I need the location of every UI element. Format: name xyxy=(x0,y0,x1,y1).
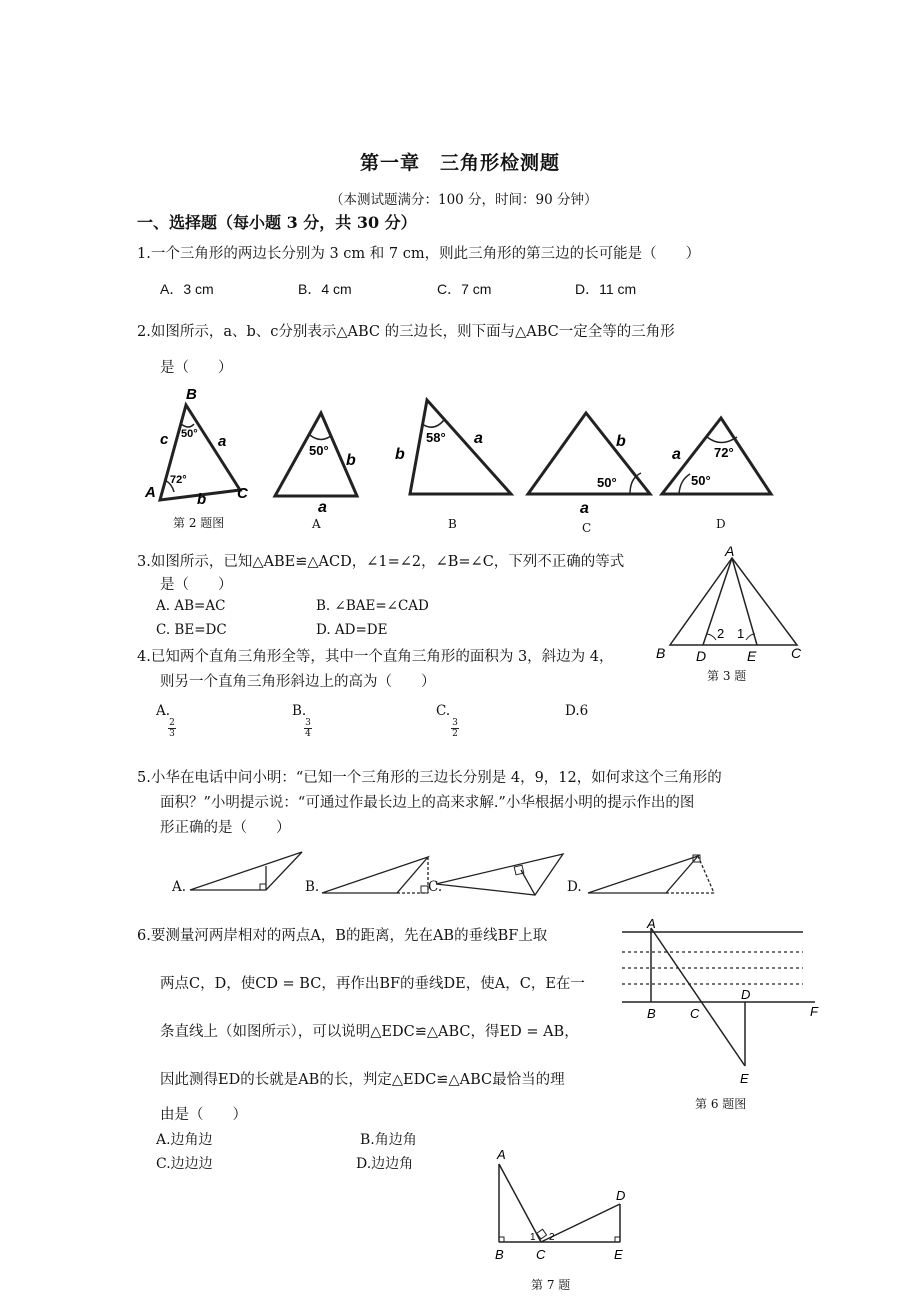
q2-label-d: D xyxy=(716,517,726,531)
q6-stem-5: 由是（ ） xyxy=(160,1107,247,1123)
q3-option-a: A. AB=AC xyxy=(156,598,226,614)
q4-option-d: D.6 xyxy=(565,703,589,719)
q6-stem-3: 条直线上（如图所示），可以说明△EDC≌△ABC，得ED = AB， xyxy=(160,1024,579,1040)
q2-a-side-a: a xyxy=(318,499,327,516)
q3-stem-2: 是（ ） xyxy=(160,577,233,593)
q2-d-side-a: a xyxy=(672,446,681,463)
q5-stem: 5.小华在电话中问小明：“已知一个三角形的三边长分别是 4，9，12，如何求这个三角形的 xyxy=(137,770,722,786)
q6-label-b: B xyxy=(647,1006,656,1021)
q1-option-a: A．3 cm xyxy=(160,281,214,297)
q2-main-side-b: b xyxy=(197,491,207,508)
q2-b-side-a: a xyxy=(474,430,483,447)
q2-main-angle-2: 72° xyxy=(170,474,187,486)
q4-option-a-label: A. xyxy=(156,703,171,719)
q3-option-c: C. BE=DC xyxy=(156,622,227,638)
q1-option-c: C．7 cm xyxy=(437,281,492,297)
q7-label-2: 2 xyxy=(549,1232,555,1243)
q6-caption: 第 6 题图 xyxy=(695,1097,747,1111)
q2-c-side-a: a xyxy=(580,500,589,517)
q4-option-a-fraction: 2 3 xyxy=(169,718,175,739)
q6-stem-2: 两点C，D，使CD = BC，再作出BF的垂线DE，使A，C，E在一 xyxy=(160,976,585,992)
q3-label-b: B xyxy=(656,645,666,661)
q3-label-1: 1 xyxy=(737,626,745,641)
q3-label-a: A xyxy=(725,543,735,559)
q1-option-b: B．4 cm xyxy=(298,281,352,297)
q7-label-b: B xyxy=(495,1247,504,1262)
q4-option-c-label: C. xyxy=(436,703,451,719)
section-heading: 一、选择题（每小题 3 分，共 30 分） xyxy=(137,213,417,232)
q2-main-label-b: B xyxy=(186,386,197,403)
q3-option-d: D. AD=DE xyxy=(316,622,388,638)
page-title: 第一章 三角形检测题 xyxy=(359,152,560,174)
q7-line-ac xyxy=(499,1164,541,1242)
q2-main-side-a: a xyxy=(218,433,227,450)
q6-label-d: D xyxy=(741,987,751,1002)
q7-label-c: C xyxy=(536,1247,546,1262)
q2-a-angle: 50° xyxy=(309,443,329,458)
q4-stem-2: 则另一个直角三角形斜边上的高为（ ） xyxy=(160,674,436,690)
q6-option-b: B.角边角 xyxy=(360,1132,417,1148)
q5-label-d: D. xyxy=(567,879,582,895)
q6-label-e: E xyxy=(740,1071,749,1086)
q2-c-angle: 50° xyxy=(597,475,617,490)
q5-stem-2: 面积？”小明提示说：“可通过作最长边上的高来求解.”小华根据小明的提示作出的图 xyxy=(160,795,695,811)
q3-caption: 第 3 题 xyxy=(707,669,747,683)
q2-caption: 第 2 题图 xyxy=(173,516,225,530)
q2-label-c: C xyxy=(582,521,592,535)
q7-label-a: A xyxy=(497,1147,506,1162)
q6-stem: 6.要测量河两岸相对的两点A，B的距离，先在AB的垂线BF上取 xyxy=(137,928,548,944)
q2-stem: 2.如图所示，a、b、c分别表示△ABC 的三边长，则下面与△ABC一定全等的三角形 xyxy=(137,324,675,340)
q5-stem-3: 形正确的是（ ） xyxy=(160,820,291,836)
q6-stem-4: 因此测得ED的长就是AB的长，判定△EDC≌△ABC最恰当的理 xyxy=(160,1072,565,1088)
q3-label-c: C xyxy=(791,645,802,661)
q4-option-c-fraction: 3 2 xyxy=(452,718,458,739)
test-info: （本测试题满分：100 分，时间：90 分钟） xyxy=(330,192,598,208)
q2-stem-2: 是（ ） xyxy=(160,360,233,376)
q6-label-c: C xyxy=(690,1006,700,1021)
q4-stem: 4.已知两个直角三角形全等，其中一个直角三角形的面积为 3，斜边为 4， xyxy=(137,649,614,665)
q1-option-d: D．11 cm xyxy=(575,281,637,297)
q2-b-side-b: b xyxy=(395,446,405,463)
q7-label-1: 1 xyxy=(530,1232,536,1243)
q6-label-f: F xyxy=(810,1004,818,1019)
q2-d-angle-2: 50° xyxy=(691,473,711,488)
q2-d-angle-1: 72° xyxy=(714,445,734,460)
q5-label-b: B. xyxy=(305,879,320,895)
q2-c-side-b: b xyxy=(616,433,626,450)
q6-label-a: A xyxy=(647,916,656,931)
q2-label-b: B xyxy=(448,517,457,531)
q2-main-angle-1: 50° xyxy=(181,428,198,440)
q6-option-d: D.边边角 xyxy=(356,1156,414,1172)
q2-label-a: A xyxy=(312,517,321,531)
q5-label-c: C. xyxy=(428,879,443,895)
q1-stem: 1.一个三角形的两边长分别为 3 cm 和 7 cm，则此三角形的第三边的长可能是（ ） xyxy=(137,246,701,262)
q2-a-side-b: b xyxy=(346,452,356,469)
q7-label-e: E xyxy=(614,1247,623,1262)
q4-option-b-label: B. xyxy=(292,703,307,719)
q6-option-c: C.边边边 xyxy=(156,1156,213,1172)
q7-caption: 第 7 题 xyxy=(531,1278,571,1292)
q3-stem: 3.如图所示，已知△ABE≌△ACD，∠1=∠2，∠B=∠C，下列不正确的等式 xyxy=(137,554,625,570)
q3-label-2: 2 xyxy=(717,626,725,641)
q7-label-d: D xyxy=(616,1188,626,1203)
q4-option-b-fraction: 3 4 xyxy=(305,718,311,739)
q3-label-e: E xyxy=(747,648,757,664)
q6-option-a: A.边角边 xyxy=(156,1132,213,1148)
q2-main-label-a: A xyxy=(145,484,156,501)
q2-b-angle: 58° xyxy=(426,430,446,445)
q2-main-side-c: c xyxy=(160,431,169,448)
q2-main-label-c: C xyxy=(237,485,248,502)
q5-label-a: A. xyxy=(172,879,187,895)
q3-option-b: B. ∠BAE=∠CAD xyxy=(316,598,429,614)
q3-label-d: D xyxy=(696,648,707,664)
